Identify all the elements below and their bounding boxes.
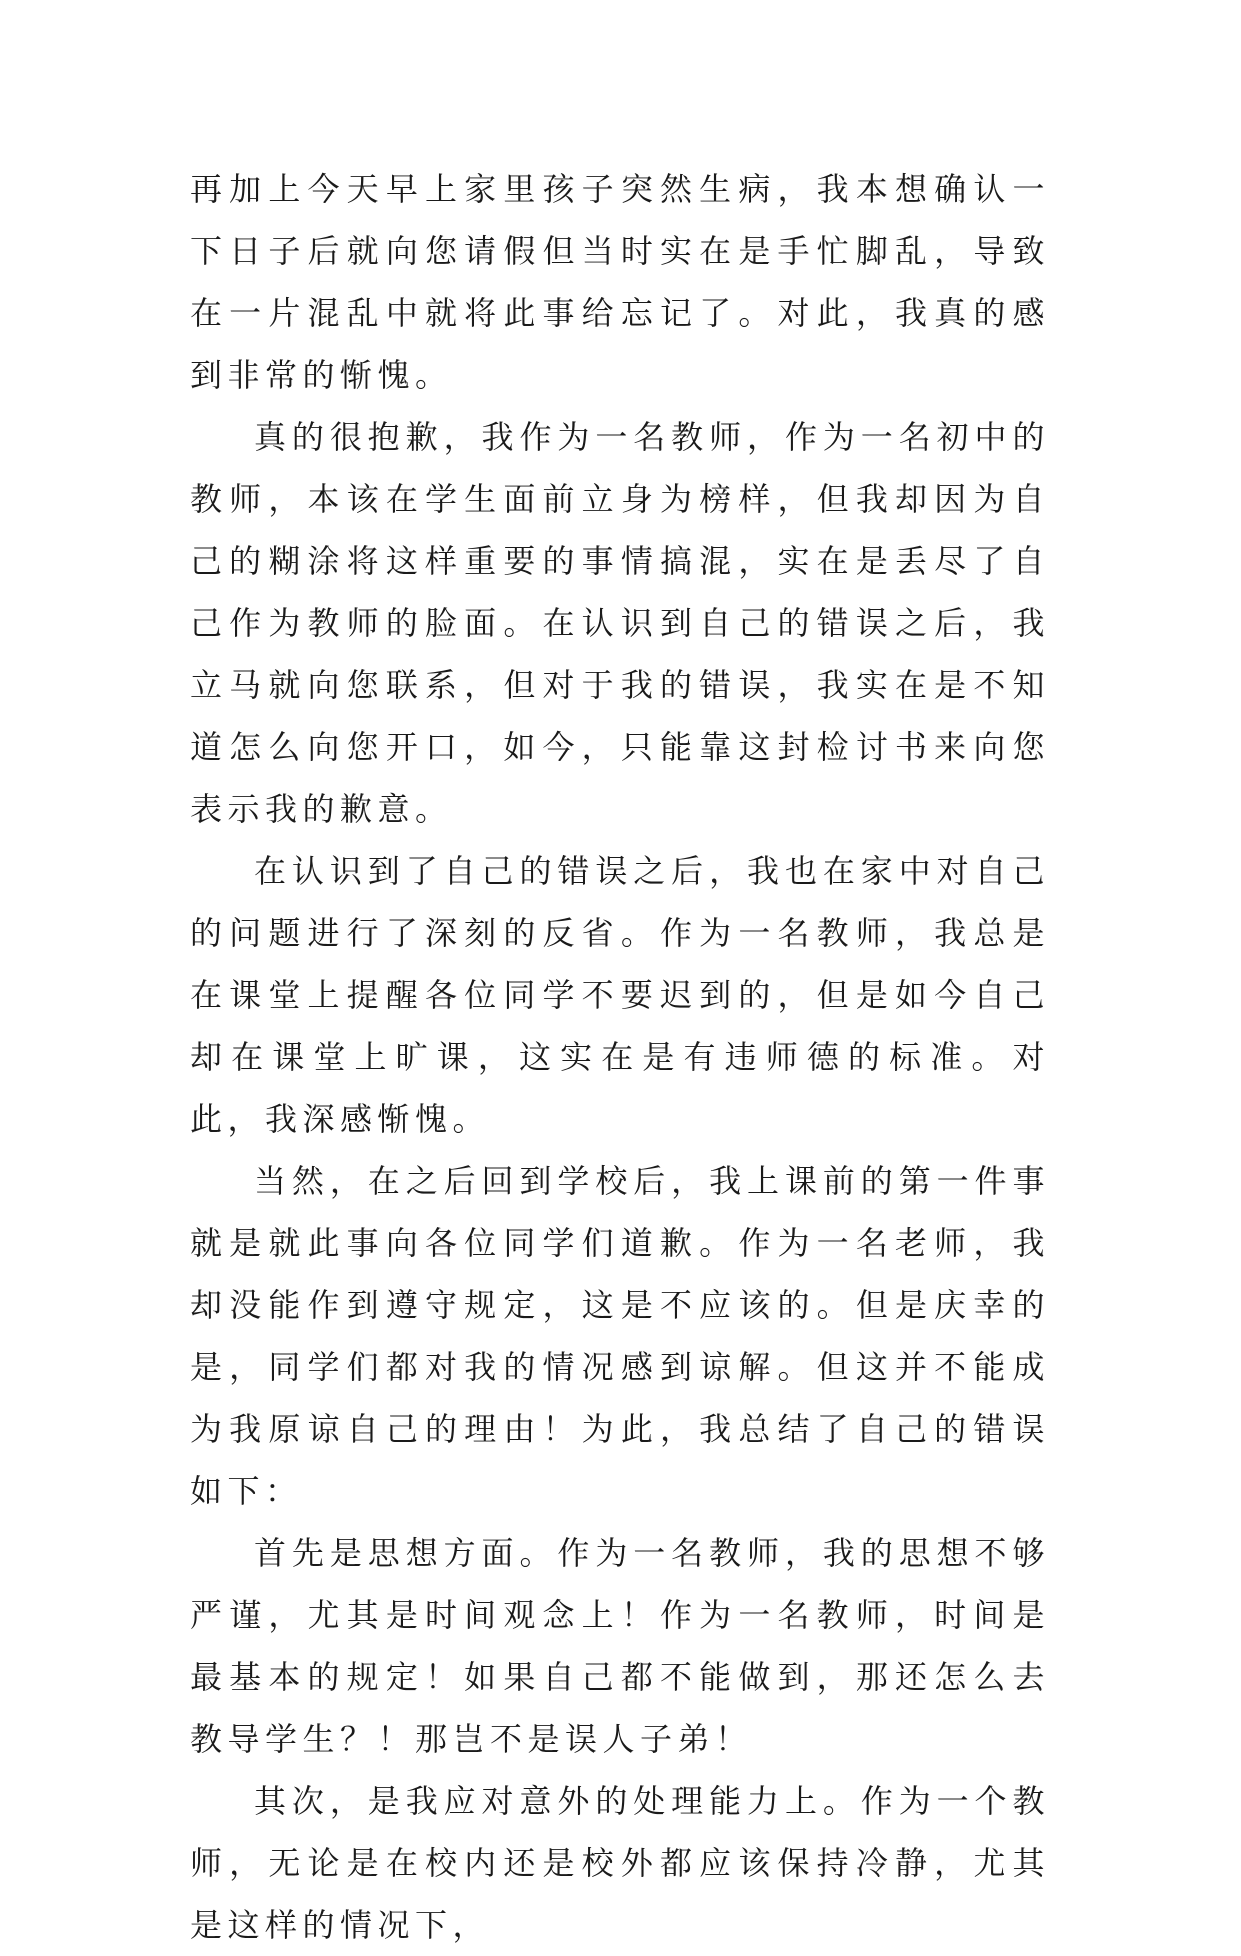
document-body <box>190 158 1050 1956</box>
paragraph: 其次，是我应对意外的处理能力上。作为一个教师，无论是在校内还是校外都应该保持冷静，尤其是这样的情况下， <box>190 1782 1050 1944</box>
paragraph: 再加上今天早上家里孩子突然生病，我本想确认一下日子后就向您请假但当时实在是手忙脚乱，导致在一片混乱中就将此事给忘记了。对此，我真的感到非常的惭愧。 <box>190 170 1050 394</box>
paragraph: 在认识到了自己的错误之后，我也在家中对自己的问题进行了深刻的反省。作为一名教师，我总是在课堂上提醒各位同学不要迟到的，但是如今自己却在课堂上旷课，这实在是有违师德的标准。对此，我深感惭愧。 <box>190 852 1050 1138</box>
paragraph: 当然，在之后回到学校后，我上课前的第一件事就是就此事向各位同学们道歉。作为一名老师，我却没能作到遵守规定，这是不应该的。但是庆幸的是，同学们都对我的情况感到谅解。但这并不能成为我原谅自己的理由！为此，我总结了自己的错误如下： <box>190 1162 1050 1510</box>
paragraph: 真的很抱歉，我作为一名教师，作为一名初中的教师，本该在学生面前立身为榜样，但我却因为自己的糊涂将这样重要的事情搞混，实在是丢尽了自己作为教师的脸面。在认识到自己的错误之后，我立马就向您联系，但对于我的错误，我实在是不知道怎么向您开口，如今，只能靠这封检讨书来向您表示我的歉意。 <box>190 418 1050 828</box>
paragraph: 首先是思想方面。作为一名教师，我的思想不够严谨，尤其是时间观念上！作为一名教师，时间是最基本的规定！如果自己都不能做到，那还怎么去教导学生？！那岂不是误人子弟！ <box>190 1534 1050 1758</box>
